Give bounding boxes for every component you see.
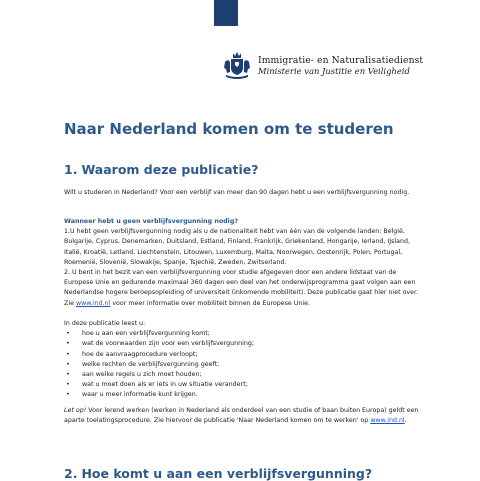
intro-paragraph: [64, 188, 424, 198]
ind-link-mobility[interactable]: www.ind.nl: [75, 299, 111, 307]
contents-block: [64, 319, 424, 401]
section-1-heading: [64, 162, 259, 177]
list-item: • wat de voorwaarden zijn voor een verblijfsvergunning;: [64, 339, 424, 349]
note-block: [64, 406, 424, 426]
contents-intro: In deze publicatie leest u:: [64, 320, 146, 327]
exemption-point-2-text: 2. U bent in het bezit van een verblijfsvergunning voor studie afgegeven door een andere lidstaat van de Europese Unie en gedurende maximaal 360 dagen een deel van het onderwijsprogramma gaat volgen aan een Nederlandse hogere beroepsopleiding of universiteit (inkomende mobiliteit). Deze publicatie gaat hier niet over. Zie: [64, 269, 419, 307]
exemption-point-1: 1.U hebt geen verblijfsvergunning nodig als u de nationaliteit hebt van één van de volgende landen: België, Bulgarije, Cyprus, Denemarken, Duitsland, Estland, Finland, Frankrijk, Griekenland, Hongarije, Ierland, IJsland, Italië, Kroatië, Letland, Liechtenstein, Litouwen, Luxemburg, Malta, Noorwegen, Oostenrijk, Polen, Portugal, Roemenië, Slovenië, Slowakije, Spanje, Tsjechië, Zweden, Zwitserland.: [64, 228, 410, 266]
note-end: .: [404, 417, 407, 425]
section-1-number: 1.: [64, 162, 78, 177]
ministry-name: Ministerie van Justitie en Veiligheid: [258, 66, 410, 76]
contents-list: [64, 329, 424, 400]
list-item: • waar u meer informatie kunt krijgen.: [64, 390, 424, 400]
list-item: • welke rechten de verblijfsvergunning geeft;: [64, 360, 424, 370]
page-title: Naar Nederland komen om te studeren: [64, 120, 394, 138]
exemptions-subheading: Wanneer hebt u geen verblijfsvergunning nodig?: [64, 218, 239, 225]
intro-text: Wilt u studeren in Nederland? Voor een verblijf van meer dan 90 dagen hebt u een verblijfsvergunning nodig.: [64, 189, 410, 196]
note-label: Let op!: [64, 407, 87, 414]
logo-ribbon: [214, 0, 238, 26]
ind-link-work[interactable]: www.ind.nl: [370, 417, 405, 425]
section-1-title: Waarom deze publicatie?: [81, 162, 259, 177]
section-2-number: 2.: [64, 466, 78, 481]
list-item: • wat u moet doen als er iets in uw situatie verandert;: [64, 380, 424, 390]
list-item: • hoe u aan een verblijfsvergunning komt;: [64, 329, 424, 339]
section-2-heading: [64, 466, 372, 481]
exemption-point-2-tail: voor meer informatie over mobiliteit binnen de Europese Unie.: [112, 299, 311, 307]
list-item: • aan welke regels u zich moet houden;: [64, 370, 424, 380]
note-text: Voor lerend werken (werken in Nederland als onderdeel van een studie of baan buiten Europa) geldt een aparte toelatingsprocedure. Zie hiervoor de publicatie 'Naar Nederland komen om te werken' op: [64, 407, 419, 425]
agency-name: Immigratie- en Naturalisatiedienst: [258, 55, 424, 66]
note-paragraph: [64, 406, 424, 426]
section-2-title: Hoe komt u aan een verblijfsvergunning?: [81, 466, 373, 481]
exemption-point-2: [64, 268, 424, 309]
agency-block: [258, 55, 423, 76]
list-item: • hoe de aanvraagprocedure verloopt;: [64, 350, 424, 360]
dutch-coat-of-arms-icon: [222, 50, 252, 80]
exemptions-block: [64, 217, 424, 309]
